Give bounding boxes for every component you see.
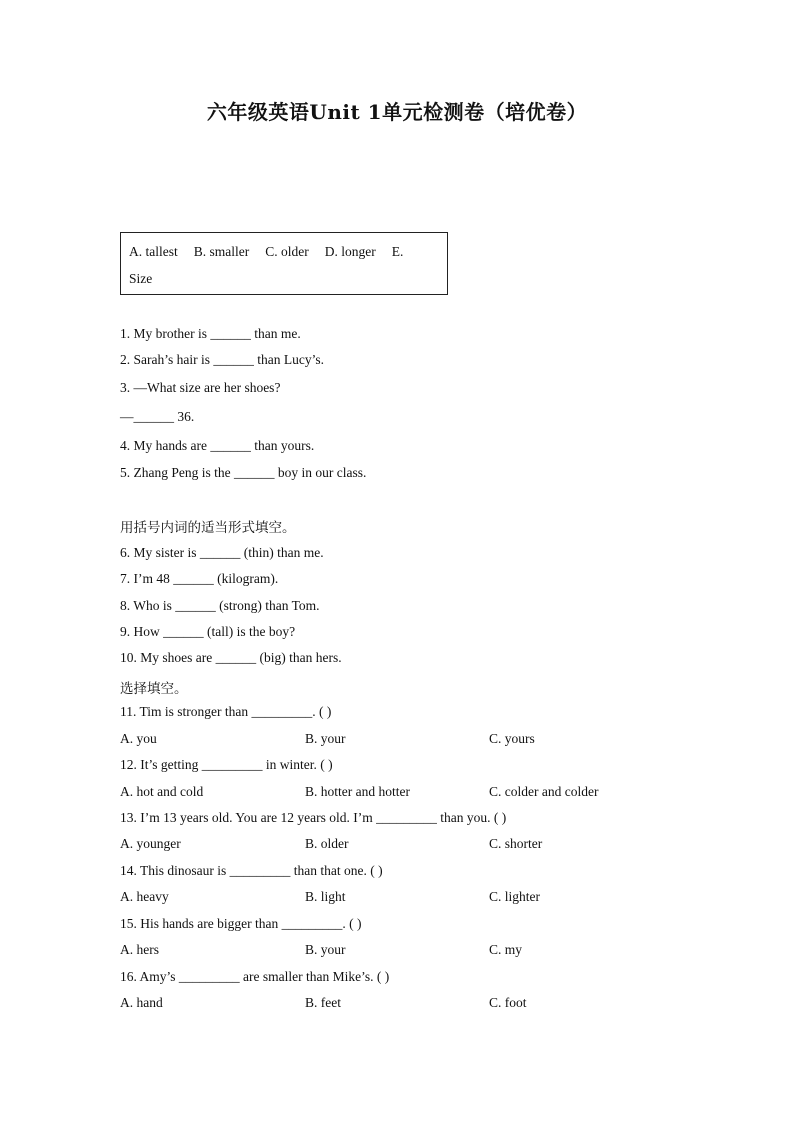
question-8: 8. Who is ______ (strong) than Tom. bbox=[120, 598, 320, 613]
question-13: 13. I’m 13 years old. You are 12 years old. I’m _________ than you. ( ) bbox=[120, 810, 507, 825]
section-3-heading: 选择填空。 bbox=[120, 681, 188, 697]
word-bank-box bbox=[120, 232, 448, 295]
question-15-option-c: C. my bbox=[489, 942, 523, 957]
question-12-option-c: C. colder and colder bbox=[489, 784, 599, 799]
question-15-option-a: A. hers bbox=[120, 942, 159, 957]
word-option-a: A. tallest bbox=[129, 244, 178, 259]
question-11-option-a: A. you bbox=[120, 731, 157, 746]
word-bank-line-1 bbox=[129, 238, 439, 265]
section-2-heading: 用括号内词的适当形式填空。 bbox=[120, 520, 296, 536]
question-7: 7. I’m 48 ______ (kilogram). bbox=[120, 571, 279, 586]
word-option-c: C. older bbox=[265, 244, 309, 259]
word-option-e: E. bbox=[391, 244, 404, 259]
question-14-option-b: B. light bbox=[305, 889, 346, 904]
question-3: 3. —What size are her shoes? bbox=[120, 380, 281, 395]
question-11-option-c: C. yours bbox=[489, 731, 535, 746]
question-13-option-c: C. shorter bbox=[489, 836, 543, 851]
question-14-option-c: C. lighter bbox=[489, 889, 540, 904]
question-1: 1. My brother is ______ than me. bbox=[120, 326, 301, 341]
word-option-d: D. longer bbox=[324, 244, 376, 259]
question-16: 16. Amy’s _________ are smaller than Mike’s. ( ) bbox=[120, 969, 390, 984]
question-15-option-b: B. your bbox=[305, 942, 346, 957]
question-11-option-b: B. your bbox=[305, 731, 346, 746]
question-12-option-a: A. hot and cold bbox=[120, 784, 204, 799]
question-5: 5. Zhang Peng is the ______ boy in our class. bbox=[120, 465, 367, 480]
question-9: 9. How ______ (tall) is the boy? bbox=[120, 624, 296, 639]
question-16-option-a: A. hand bbox=[120, 995, 163, 1010]
question-13-option-b: B. older bbox=[305, 836, 349, 851]
question-15: 15. His hands are bigger than _________. ( ) bbox=[120, 916, 362, 931]
page-title: 六年级英语Unit 1单元检测卷（培优卷） bbox=[206, 100, 588, 124]
question-10: 10. My shoes are ______ (big) than hers. bbox=[120, 650, 342, 665]
question-11: 11. Tim is stronger than _________. ( ) bbox=[120, 704, 332, 719]
question-6: 6. My sister is ______ (thin) than me. bbox=[120, 545, 324, 560]
question-13-option-a: A. younger bbox=[120, 836, 181, 851]
question-3-answer: —______ 36. bbox=[120, 409, 195, 424]
question-12-option-b: B. hotter and hotter bbox=[305, 784, 410, 799]
word-option-b: B. smaller bbox=[193, 244, 250, 259]
question-4: 4. My hands are ______ than yours. bbox=[120, 438, 315, 453]
question-2: 2. Sarah’s hair is ______ than Lucy’s. bbox=[120, 352, 324, 367]
question-14-option-a: A. heavy bbox=[120, 889, 169, 904]
question-12: 12. It’s getting _________ in winter. ( ) bbox=[120, 757, 333, 772]
question-16-option-c: C. foot bbox=[489, 995, 527, 1010]
question-16-option-b: B. feet bbox=[305, 995, 341, 1010]
question-14: 14. This dinosaur is _________ than that one. ( ) bbox=[120, 863, 383, 878]
word-bank-line-2: Size bbox=[129, 271, 153, 286]
